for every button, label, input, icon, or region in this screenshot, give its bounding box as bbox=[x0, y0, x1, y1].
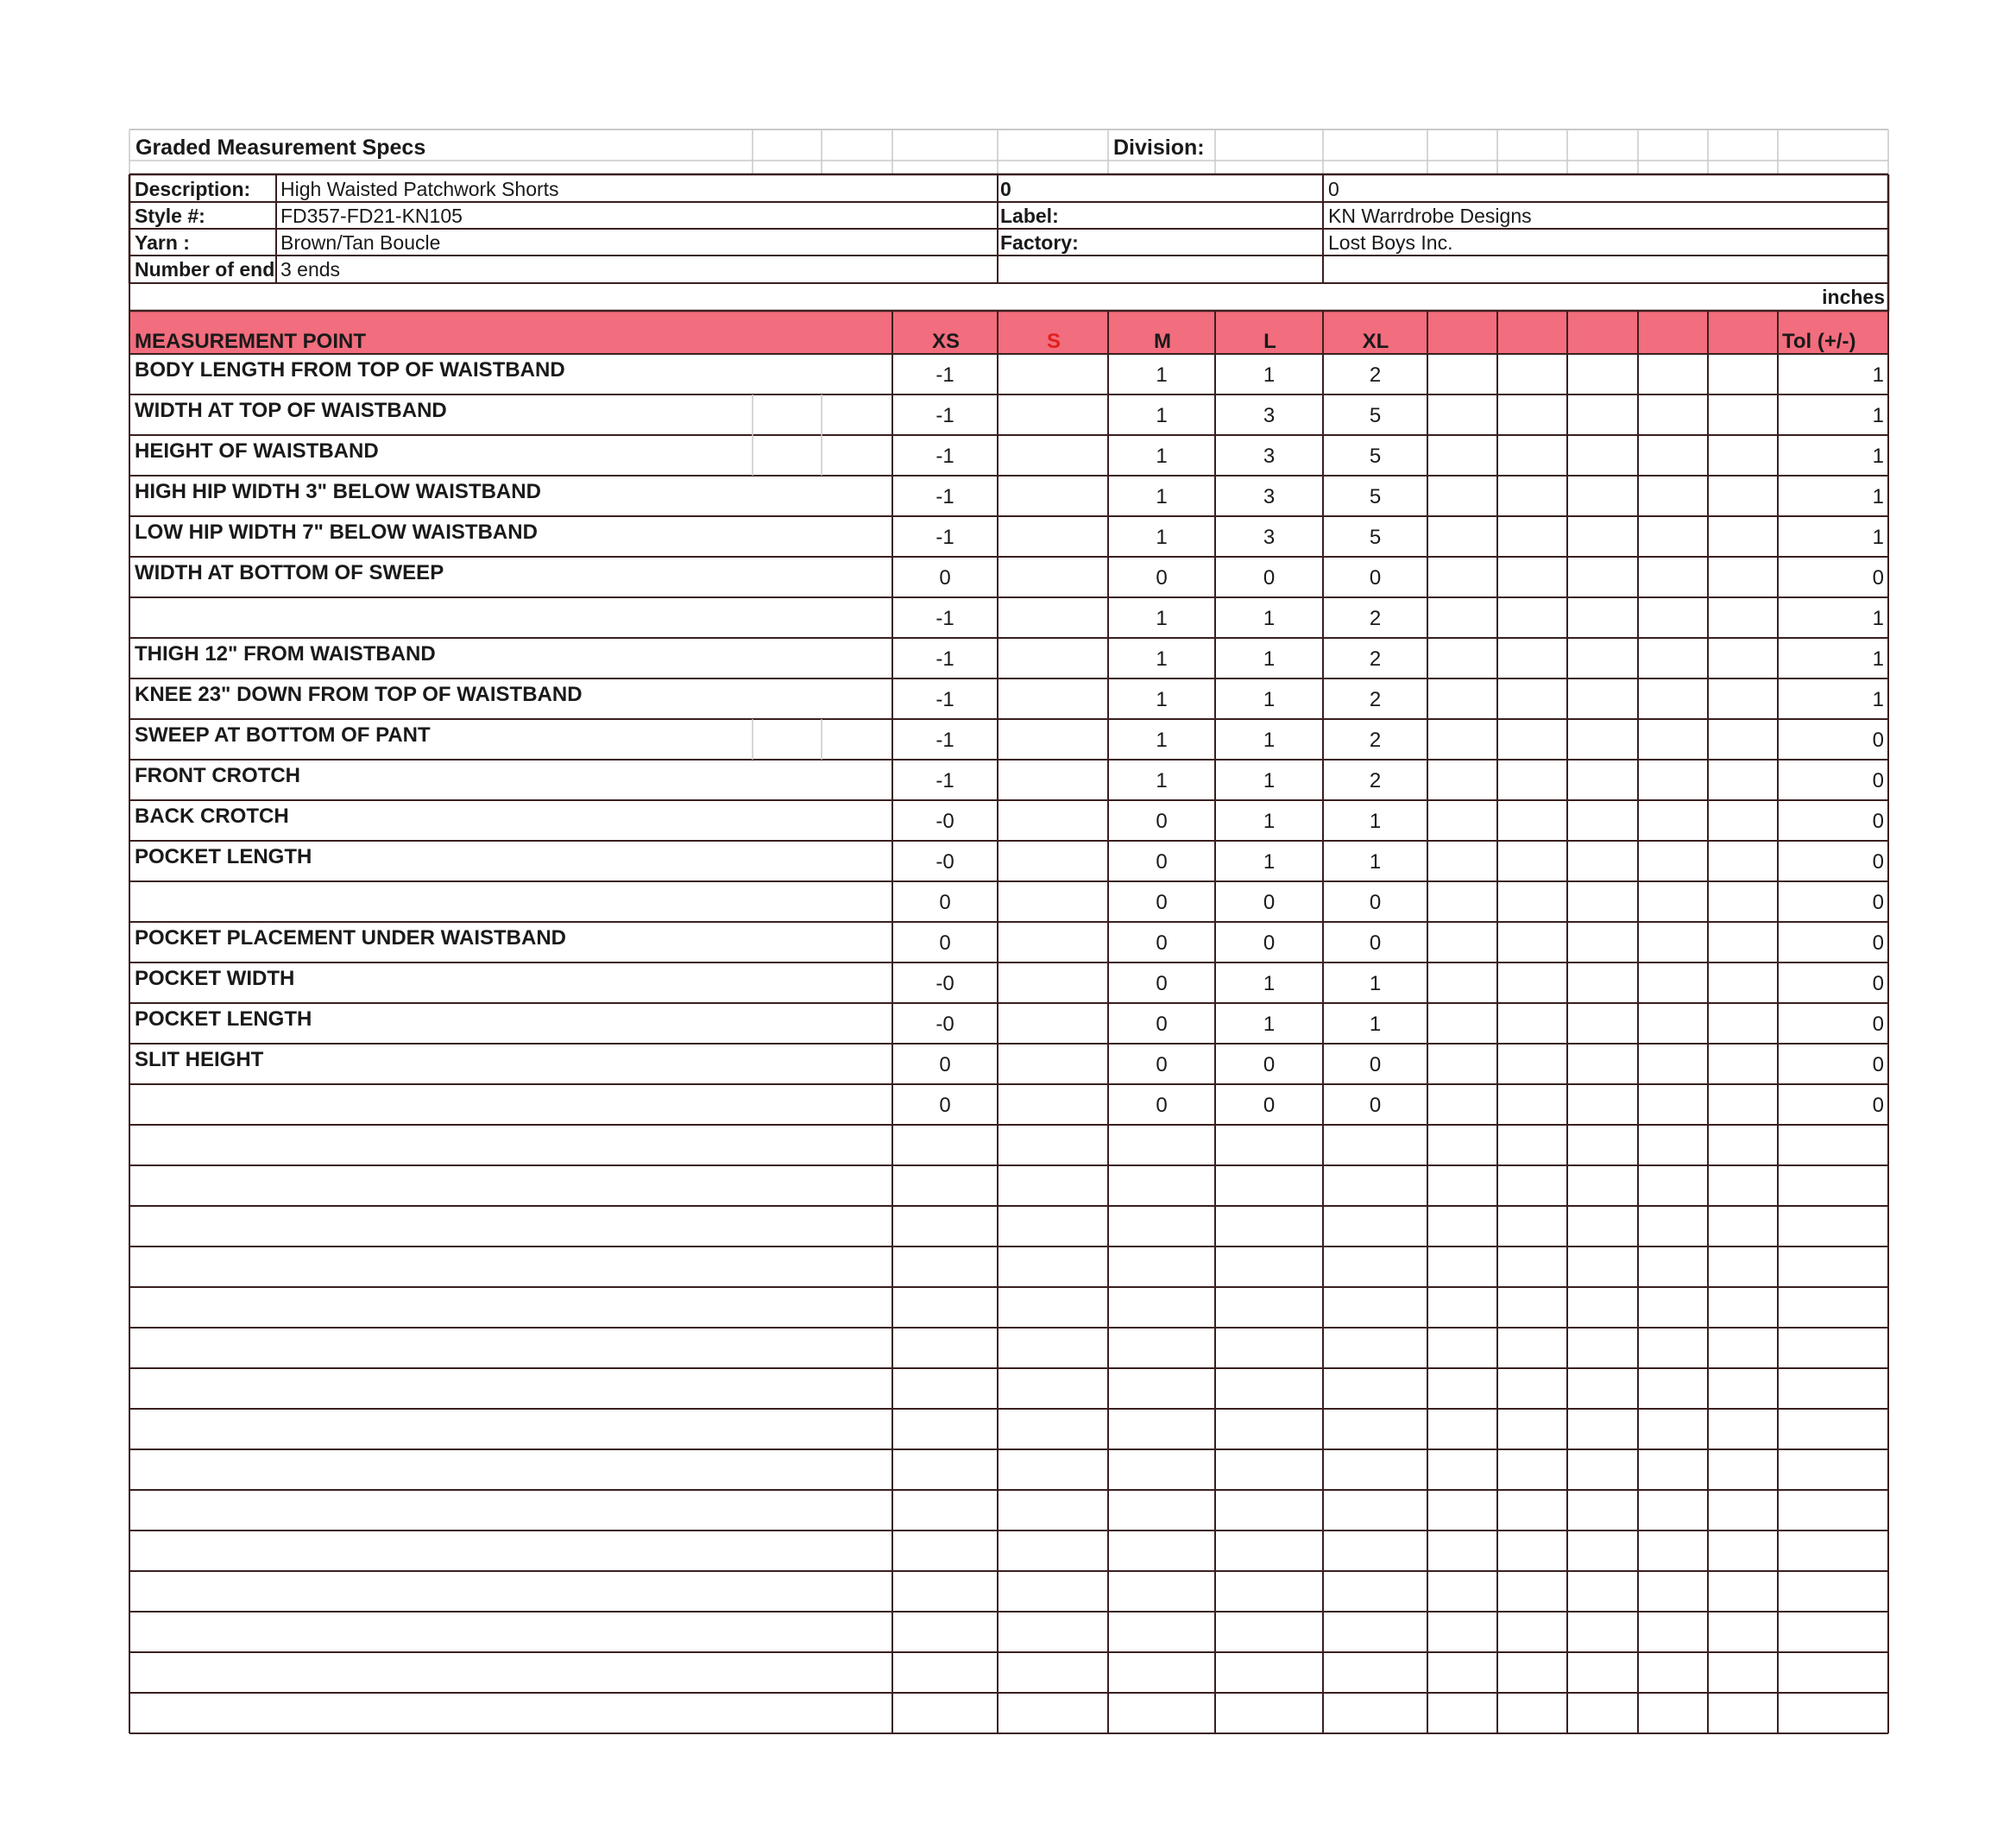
size-l-value[interactable] bbox=[1215, 1247, 1323, 1287]
tolerance-value[interactable]: 0 bbox=[1872, 850, 1884, 874]
size-l-value[interactable]: 0 bbox=[1263, 1094, 1276, 1117]
number-of-ends-label: Number of end bbox=[135, 258, 275, 281]
size-xs-value[interactable] bbox=[892, 1409, 998, 1449]
size-xs-value[interactable]: -1 bbox=[936, 363, 954, 387]
size-l-value[interactable]: 1 bbox=[1263, 769, 1276, 792]
size-xs-value[interactable] bbox=[892, 1612, 998, 1652]
size-xl-value[interactable]: 1 bbox=[1369, 972, 1382, 995]
tolerance-value[interactable] bbox=[1778, 1409, 1888, 1449]
size-m-value[interactable]: 0 bbox=[1156, 1013, 1168, 1036]
size-xl-value[interactable]: 5 bbox=[1369, 485, 1382, 508]
size-s-value[interactable] bbox=[998, 516, 1108, 557]
size-xl-value[interactable]: 1 bbox=[1369, 1013, 1382, 1036]
size-s-value[interactable] bbox=[998, 760, 1108, 800]
tolerance-value[interactable] bbox=[1778, 1206, 1888, 1247]
size-l-value[interactable]: 1 bbox=[1263, 607, 1276, 630]
size-s-value[interactable] bbox=[998, 1693, 1108, 1733]
description-label: Description: bbox=[135, 178, 251, 200]
size-m-value[interactable] bbox=[1108, 1612, 1215, 1652]
size-l-value[interactable] bbox=[1215, 1165, 1323, 1206]
size-l-value[interactable]: 1 bbox=[1263, 688, 1276, 711]
size-l-value[interactable]: 3 bbox=[1263, 445, 1276, 468]
size-xs-value[interactable]: -0 bbox=[936, 1013, 954, 1036]
size-s-value[interactable] bbox=[998, 1571, 1108, 1612]
size-s-value[interactable] bbox=[998, 1490, 1108, 1531]
tolerance-value[interactable] bbox=[1778, 1368, 1888, 1409]
size-m-value[interactable]: 0 bbox=[1156, 972, 1168, 995]
size-xs-value[interactable] bbox=[892, 1247, 998, 1287]
tolerance-value[interactable]: 0 bbox=[1872, 1094, 1884, 1117]
tolerance-value[interactable]: 0 bbox=[1872, 729, 1884, 752]
measurement-point[interactable]: BODY LENGTH FROM TOP OF WAISTBAND bbox=[135, 358, 565, 382]
tolerance-value[interactable]: 1 bbox=[1872, 485, 1884, 508]
size-s-value[interactable] bbox=[998, 841, 1108, 881]
size-m-value[interactable]: 1 bbox=[1156, 729, 1168, 752]
tolerance-value[interactable]: 1 bbox=[1872, 526, 1884, 549]
size-xs-value[interactable] bbox=[892, 1125, 998, 1165]
measurement-point[interactable]: HEIGHT OF WAISTBAND bbox=[135, 439, 379, 463]
size-s-value[interactable] bbox=[998, 476, 1108, 516]
measurement-point[interactable] bbox=[129, 1409, 892, 1449]
size-xl-value[interactable] bbox=[1323, 1247, 1427, 1287]
measurement-point[interactable]: SWEEP AT BOTTOM OF PANT bbox=[135, 723, 431, 747]
size-xl-value[interactable]: 2 bbox=[1369, 647, 1382, 671]
size-xl-header: XL bbox=[1362, 330, 1389, 353]
size-xl-value[interactable] bbox=[1323, 1206, 1427, 1247]
size-s-value[interactable] bbox=[998, 962, 1108, 1003]
size-xl-value[interactable]: 1 bbox=[1369, 810, 1382, 833]
measurement-point[interactable] bbox=[129, 1693, 892, 1733]
size-l-value[interactable]: 0 bbox=[1263, 1053, 1276, 1076]
size-xs-value[interactable] bbox=[892, 1328, 998, 1368]
size-xl-value[interactable]: 5 bbox=[1369, 404, 1382, 427]
tolerance-value[interactable] bbox=[1778, 1328, 1888, 1368]
size-l-value[interactable]: 1 bbox=[1263, 647, 1276, 671]
size-xs-header: XS bbox=[931, 330, 960, 353]
size-xs-value[interactable] bbox=[892, 1571, 998, 1612]
measurement-point[interactable] bbox=[129, 1490, 892, 1531]
size-l-value[interactable]: 3 bbox=[1263, 404, 1276, 427]
size-s-value[interactable] bbox=[998, 881, 1108, 922]
measurement-point[interactable] bbox=[129, 1652, 892, 1693]
tolerance-value[interactable]: 0 bbox=[1872, 769, 1884, 792]
size-l-value[interactable]: 3 bbox=[1263, 526, 1276, 549]
size-xs-value[interactable]: -1 bbox=[936, 607, 954, 630]
measurement-point[interactable]: WIDTH AT TOP OF WAISTBAND bbox=[135, 399, 447, 422]
size-m-value[interactable] bbox=[1108, 1125, 1215, 1165]
size-s-value[interactable] bbox=[998, 800, 1108, 841]
size-s-value[interactable] bbox=[998, 597, 1108, 638]
size-xs-value[interactable]: -1 bbox=[936, 485, 954, 508]
size-xl-value[interactable]: 2 bbox=[1369, 729, 1382, 752]
size-s-value[interactable] bbox=[998, 394, 1108, 435]
size-l-value[interactable]: 1 bbox=[1263, 972, 1276, 995]
measurement-point[interactable]: POCKET LENGTH bbox=[135, 845, 312, 868]
size-xl-value[interactable]: 2 bbox=[1369, 607, 1382, 630]
size-xl-value[interactable] bbox=[1323, 1125, 1427, 1165]
size-m-value[interactable]: 1 bbox=[1156, 363, 1168, 387]
style-number-value[interactable]: FD357-FD21-KN105 bbox=[280, 205, 463, 227]
size-s-value[interactable] bbox=[998, 638, 1108, 678]
size-s-value[interactable] bbox=[998, 1287, 1108, 1328]
tolerance-value[interactable] bbox=[1778, 1531, 1888, 1571]
size-s-value[interactable] bbox=[998, 719, 1108, 760]
size-s-value[interactable] bbox=[998, 1206, 1108, 1247]
measurement-point[interactable] bbox=[129, 1531, 892, 1571]
size-s-value[interactable] bbox=[998, 1449, 1108, 1490]
size-l-value[interactable] bbox=[1215, 1490, 1323, 1531]
tolerance-value[interactable]: 0 bbox=[1872, 1053, 1884, 1076]
size-l-value[interactable]: 0 bbox=[1263, 891, 1276, 914]
size-xs-value[interactable]: -1 bbox=[936, 404, 954, 427]
size-xs-value[interactable]: -1 bbox=[936, 445, 954, 468]
size-xl-value[interactable] bbox=[1323, 1368, 1427, 1409]
size-l-value[interactable] bbox=[1215, 1125, 1323, 1165]
size-s-value[interactable] bbox=[998, 1652, 1108, 1693]
size-m-value[interactable]: 1 bbox=[1156, 647, 1168, 671]
tolerance-value[interactable]: 1 bbox=[1872, 688, 1884, 711]
size-xs-value[interactable]: -1 bbox=[936, 729, 954, 752]
tolerance-value[interactable]: 0 bbox=[1872, 566, 1884, 590]
size-m-value[interactable]: 0 bbox=[1156, 566, 1168, 590]
measurement-point[interactable] bbox=[129, 1125, 892, 1165]
size-l-value[interactable] bbox=[1215, 1612, 1323, 1652]
size-xs-value[interactable]: 0 bbox=[939, 1053, 951, 1076]
number-of-ends-value[interactable]: 3 ends bbox=[280, 258, 341, 281]
size-m-value[interactable] bbox=[1108, 1247, 1215, 1287]
tolerance-value[interactable] bbox=[1778, 1287, 1888, 1328]
size-m-value[interactable] bbox=[1108, 1328, 1215, 1368]
size-xs-value[interactable] bbox=[892, 1368, 998, 1409]
yarn-value[interactable]: Brown/Tan Boucle bbox=[280, 231, 441, 254]
size-xs-value[interactable]: 0 bbox=[939, 1094, 951, 1117]
size-m-value[interactable] bbox=[1108, 1409, 1215, 1449]
size-l-value[interactable]: 1 bbox=[1263, 810, 1276, 833]
size-xs-value[interactable]: -1 bbox=[936, 688, 954, 711]
size-xl-value[interactable] bbox=[1323, 1449, 1427, 1490]
size-xs-value[interactable]: -1 bbox=[936, 526, 954, 549]
size-xl-value[interactable] bbox=[1323, 1165, 1427, 1206]
size-xs-value[interactable] bbox=[892, 1287, 998, 1328]
size-m-value[interactable]: 1 bbox=[1156, 769, 1168, 792]
size-s-value[interactable] bbox=[998, 1165, 1108, 1206]
size-xl-value[interactable]: 0 bbox=[1369, 931, 1382, 955]
size-xl-value[interactable] bbox=[1323, 1652, 1427, 1693]
measurement-point[interactable] bbox=[129, 1571, 892, 1612]
size-l-header: L bbox=[1263, 330, 1276, 353]
size-l-value[interactable] bbox=[1215, 1328, 1323, 1368]
tolerance-value[interactable]: 0 bbox=[1872, 891, 1884, 914]
tolerance-value[interactable]: 0 bbox=[1872, 972, 1884, 995]
tolerance-value[interactable] bbox=[1778, 1571, 1888, 1612]
size-xs-value[interactable] bbox=[892, 1449, 998, 1490]
size-l-value[interactable] bbox=[1215, 1206, 1323, 1247]
tolerance-value[interactable] bbox=[1778, 1612, 1888, 1652]
size-xl-value[interactable]: 1 bbox=[1369, 850, 1382, 874]
measurement-point[interactable]: FRONT CROTCH bbox=[135, 764, 300, 787]
size-s-value[interactable] bbox=[998, 1328, 1108, 1368]
size-xs-value[interactable] bbox=[892, 1490, 998, 1531]
size-xs-value[interactable] bbox=[892, 1693, 998, 1733]
measurement-point[interactable] bbox=[129, 1449, 892, 1490]
measurement-point[interactable]: LOW HIP WIDTH 7" BELOW WAISTBAND bbox=[135, 521, 538, 544]
size-xs-value[interactable]: -0 bbox=[936, 850, 954, 874]
size-m-value[interactable]: 1 bbox=[1156, 404, 1168, 427]
measurement-point[interactable]: SLIT HEIGHT bbox=[135, 1048, 264, 1071]
size-l-value[interactable]: 0 bbox=[1263, 931, 1276, 955]
size-s-value[interactable] bbox=[998, 354, 1108, 394]
size-m-value[interactable]: 1 bbox=[1156, 607, 1168, 630]
tolerance-value[interactable]: 1 bbox=[1872, 363, 1884, 387]
size-m-value[interactable] bbox=[1108, 1652, 1215, 1693]
measurement-point[interactable] bbox=[129, 881, 892, 922]
division-label: Division: bbox=[1113, 135, 1205, 160]
size-xs-value[interactable]: 0 bbox=[939, 931, 951, 955]
size-m-value[interactable]: 0 bbox=[1156, 1094, 1168, 1117]
factory-value[interactable]: Lost Boys Inc. bbox=[1328, 231, 1453, 254]
size-l-value[interactable] bbox=[1215, 1652, 1323, 1693]
size-l-value[interactable] bbox=[1215, 1571, 1323, 1612]
mid-top-value[interactable]: 0 bbox=[1000, 178, 1011, 200]
sheet-title: Graded Measurement Specs bbox=[135, 135, 426, 160]
size-xs-value[interactable] bbox=[892, 1531, 998, 1571]
size-m-value[interactable] bbox=[1108, 1531, 1215, 1571]
size-l-value[interactable]: 1 bbox=[1263, 363, 1276, 387]
size-xl-value[interactable]: 0 bbox=[1369, 1053, 1382, 1076]
size-xs-value[interactable] bbox=[892, 1652, 998, 1693]
size-xl-value[interactable] bbox=[1323, 1612, 1427, 1652]
measurement-point[interactable]: HIGH HIP WIDTH 3" BELOW WAISTBAND bbox=[135, 480, 541, 503]
size-l-value[interactable] bbox=[1215, 1409, 1323, 1449]
label-value[interactable]: KN Warrdrobe Designs bbox=[1328, 205, 1532, 227]
size-xl-value[interactable]: 0 bbox=[1369, 891, 1382, 914]
size-xl-value[interactable] bbox=[1323, 1409, 1427, 1449]
yarn-label: Yarn : bbox=[135, 231, 190, 254]
size-s-value[interactable] bbox=[998, 1003, 1108, 1044]
size-xs-value[interactable] bbox=[892, 1165, 998, 1206]
size-m-value[interactable] bbox=[1108, 1449, 1215, 1490]
tolerance-value[interactable] bbox=[1778, 1165, 1888, 1206]
measurement-point[interactable] bbox=[129, 1328, 892, 1368]
size-m-value[interactable]: 0 bbox=[1156, 810, 1168, 833]
size-l-value[interactable] bbox=[1215, 1531, 1323, 1571]
measurement-point[interactable]: POCKET WIDTH bbox=[135, 967, 295, 990]
size-s-value[interactable] bbox=[998, 435, 1108, 476]
size-m-value[interactable] bbox=[1108, 1490, 1215, 1531]
size-m-value[interactable]: 0 bbox=[1156, 850, 1168, 874]
measurement-point[interactable]: THIGH 12" FROM WAISTBAND bbox=[135, 642, 436, 666]
size-s-value[interactable] bbox=[998, 1612, 1108, 1652]
size-xs-value[interactable]: -0 bbox=[936, 972, 954, 995]
measurement-point[interactable]: KNEE 23" DOWN FROM TOP OF WAISTBAND bbox=[135, 683, 583, 706]
tolerance-value[interactable]: 0 bbox=[1872, 810, 1884, 833]
tolerance-value[interactable]: 1 bbox=[1872, 404, 1884, 427]
size-s-value[interactable] bbox=[998, 1044, 1108, 1084]
size-s-value[interactable] bbox=[998, 557, 1108, 597]
measurement-point[interactable]: POCKET PLACEMENT UNDER WAISTBAND bbox=[135, 926, 567, 950]
size-xl-value[interactable] bbox=[1323, 1571, 1427, 1612]
tolerance-value[interactable] bbox=[1778, 1247, 1888, 1287]
size-m-value[interactable]: 1 bbox=[1156, 688, 1168, 711]
size-xl-value[interactable]: 2 bbox=[1369, 769, 1382, 792]
size-xs-value[interactable]: -0 bbox=[936, 810, 954, 833]
size-xl-value[interactable]: 0 bbox=[1369, 566, 1382, 590]
size-m-value[interactable]: 0 bbox=[1156, 931, 1168, 955]
tolerance-value[interactable] bbox=[1778, 1490, 1888, 1531]
tolerance-value[interactable] bbox=[1778, 1652, 1888, 1693]
size-xs-value[interactable] bbox=[892, 1206, 998, 1247]
size-l-value[interactable] bbox=[1215, 1368, 1323, 1409]
size-xs-value[interactable]: -1 bbox=[936, 647, 954, 671]
size-m-value[interactable] bbox=[1108, 1287, 1215, 1328]
size-xl-value[interactable]: 5 bbox=[1369, 445, 1382, 468]
size-s-value[interactable] bbox=[998, 922, 1108, 962]
size-xl-value[interactable] bbox=[1323, 1490, 1427, 1531]
size-s-value[interactable] bbox=[998, 1531, 1108, 1571]
measurement-point[interactable] bbox=[129, 1206, 892, 1247]
size-s-value[interactable] bbox=[998, 1368, 1108, 1409]
size-xs-value[interactable]: -1 bbox=[936, 769, 954, 792]
size-xs-value[interactable]: 0 bbox=[939, 891, 951, 914]
size-m-value[interactable] bbox=[1108, 1368, 1215, 1409]
size-m-value[interactable] bbox=[1108, 1693, 1215, 1733]
tolerance-header: Tol (+/-) bbox=[1782, 330, 1856, 353]
size-xl-value[interactable] bbox=[1323, 1328, 1427, 1368]
description-value[interactable]: High Waisted Patchwork Shorts bbox=[280, 178, 559, 200]
size-m-value[interactable]: 0 bbox=[1156, 1053, 1168, 1076]
right-top-value[interactable]: 0 bbox=[1328, 178, 1339, 200]
size-m-value[interactable] bbox=[1108, 1165, 1215, 1206]
size-m-value[interactable]: 0 bbox=[1156, 891, 1168, 914]
size-s-value[interactable] bbox=[998, 1247, 1108, 1287]
size-s-value[interactable] bbox=[998, 1084, 1108, 1125]
size-m-value[interactable]: 1 bbox=[1156, 485, 1168, 508]
measurement-point[interactable] bbox=[129, 597, 892, 638]
size-s-header: S bbox=[1046, 330, 1061, 353]
measurement-point[interactable] bbox=[129, 1247, 892, 1287]
size-l-value[interactable] bbox=[1215, 1693, 1323, 1733]
size-l-value[interactable] bbox=[1215, 1287, 1323, 1328]
size-m-value[interactable]: 1 bbox=[1156, 445, 1168, 468]
size-l-value[interactable]: 3 bbox=[1263, 485, 1276, 508]
size-l-value[interactable]: 1 bbox=[1263, 1013, 1276, 1036]
size-xl-value[interactable]: 5 bbox=[1369, 526, 1382, 549]
measurement-point[interactable] bbox=[129, 1084, 892, 1125]
size-m-value[interactable] bbox=[1108, 1571, 1215, 1612]
style-number-label: Style #: bbox=[135, 205, 205, 227]
size-m-value[interactable] bbox=[1108, 1206, 1215, 1247]
size-xs-value[interactable]: 0 bbox=[939, 566, 951, 590]
measurement-point[interactable] bbox=[129, 1368, 892, 1409]
tolerance-value[interactable]: 1 bbox=[1872, 647, 1884, 671]
tolerance-value[interactable] bbox=[1778, 1449, 1888, 1490]
size-xl-value[interactable]: 0 bbox=[1369, 1094, 1382, 1117]
size-s-value[interactable] bbox=[998, 1125, 1108, 1165]
size-l-value[interactable]: 1 bbox=[1263, 850, 1276, 874]
tolerance-value[interactable]: 1 bbox=[1872, 607, 1884, 630]
size-xl-value[interactable]: 2 bbox=[1369, 363, 1382, 387]
measurement-point-header: MEASUREMENT POINT bbox=[135, 330, 367, 353]
tolerance-value[interactable]: 0 bbox=[1872, 1013, 1884, 1036]
size-m-value[interactable]: 1 bbox=[1156, 526, 1168, 549]
size-m-header: M bbox=[1154, 330, 1171, 353]
size-xl-value[interactable] bbox=[1323, 1693, 1427, 1733]
measurement-point[interactable] bbox=[129, 1165, 892, 1206]
size-xl-value[interactable] bbox=[1323, 1287, 1427, 1328]
size-xl-value[interactable]: 2 bbox=[1369, 688, 1382, 711]
size-s-value[interactable] bbox=[998, 1409, 1108, 1449]
measurement-point[interactable] bbox=[129, 1612, 892, 1652]
tolerance-value[interactable] bbox=[1778, 1125, 1888, 1165]
tolerance-value[interactable]: 0 bbox=[1872, 931, 1884, 955]
units-label: inches bbox=[1822, 286, 1885, 308]
factory-label: Factory: bbox=[1000, 231, 1079, 254]
measurement-point[interactable] bbox=[129, 1287, 892, 1328]
measurement-point[interactable]: BACK CROTCH bbox=[135, 805, 289, 828]
measurement-point[interactable]: WIDTH AT BOTTOM OF SWEEP bbox=[135, 561, 444, 584]
label-label: Label: bbox=[1000, 205, 1059, 227]
tolerance-value[interactable]: 1 bbox=[1872, 445, 1884, 468]
size-l-value[interactable]: 1 bbox=[1263, 729, 1276, 752]
size-xl-value[interactable] bbox=[1323, 1531, 1427, 1571]
size-l-value[interactable]: 0 bbox=[1263, 566, 1276, 590]
tolerance-value[interactable] bbox=[1778, 1693, 1888, 1733]
measurement-point[interactable]: POCKET LENGTH bbox=[135, 1007, 312, 1031]
size-s-value[interactable] bbox=[998, 678, 1108, 719]
size-l-value[interactable] bbox=[1215, 1449, 1323, 1490]
